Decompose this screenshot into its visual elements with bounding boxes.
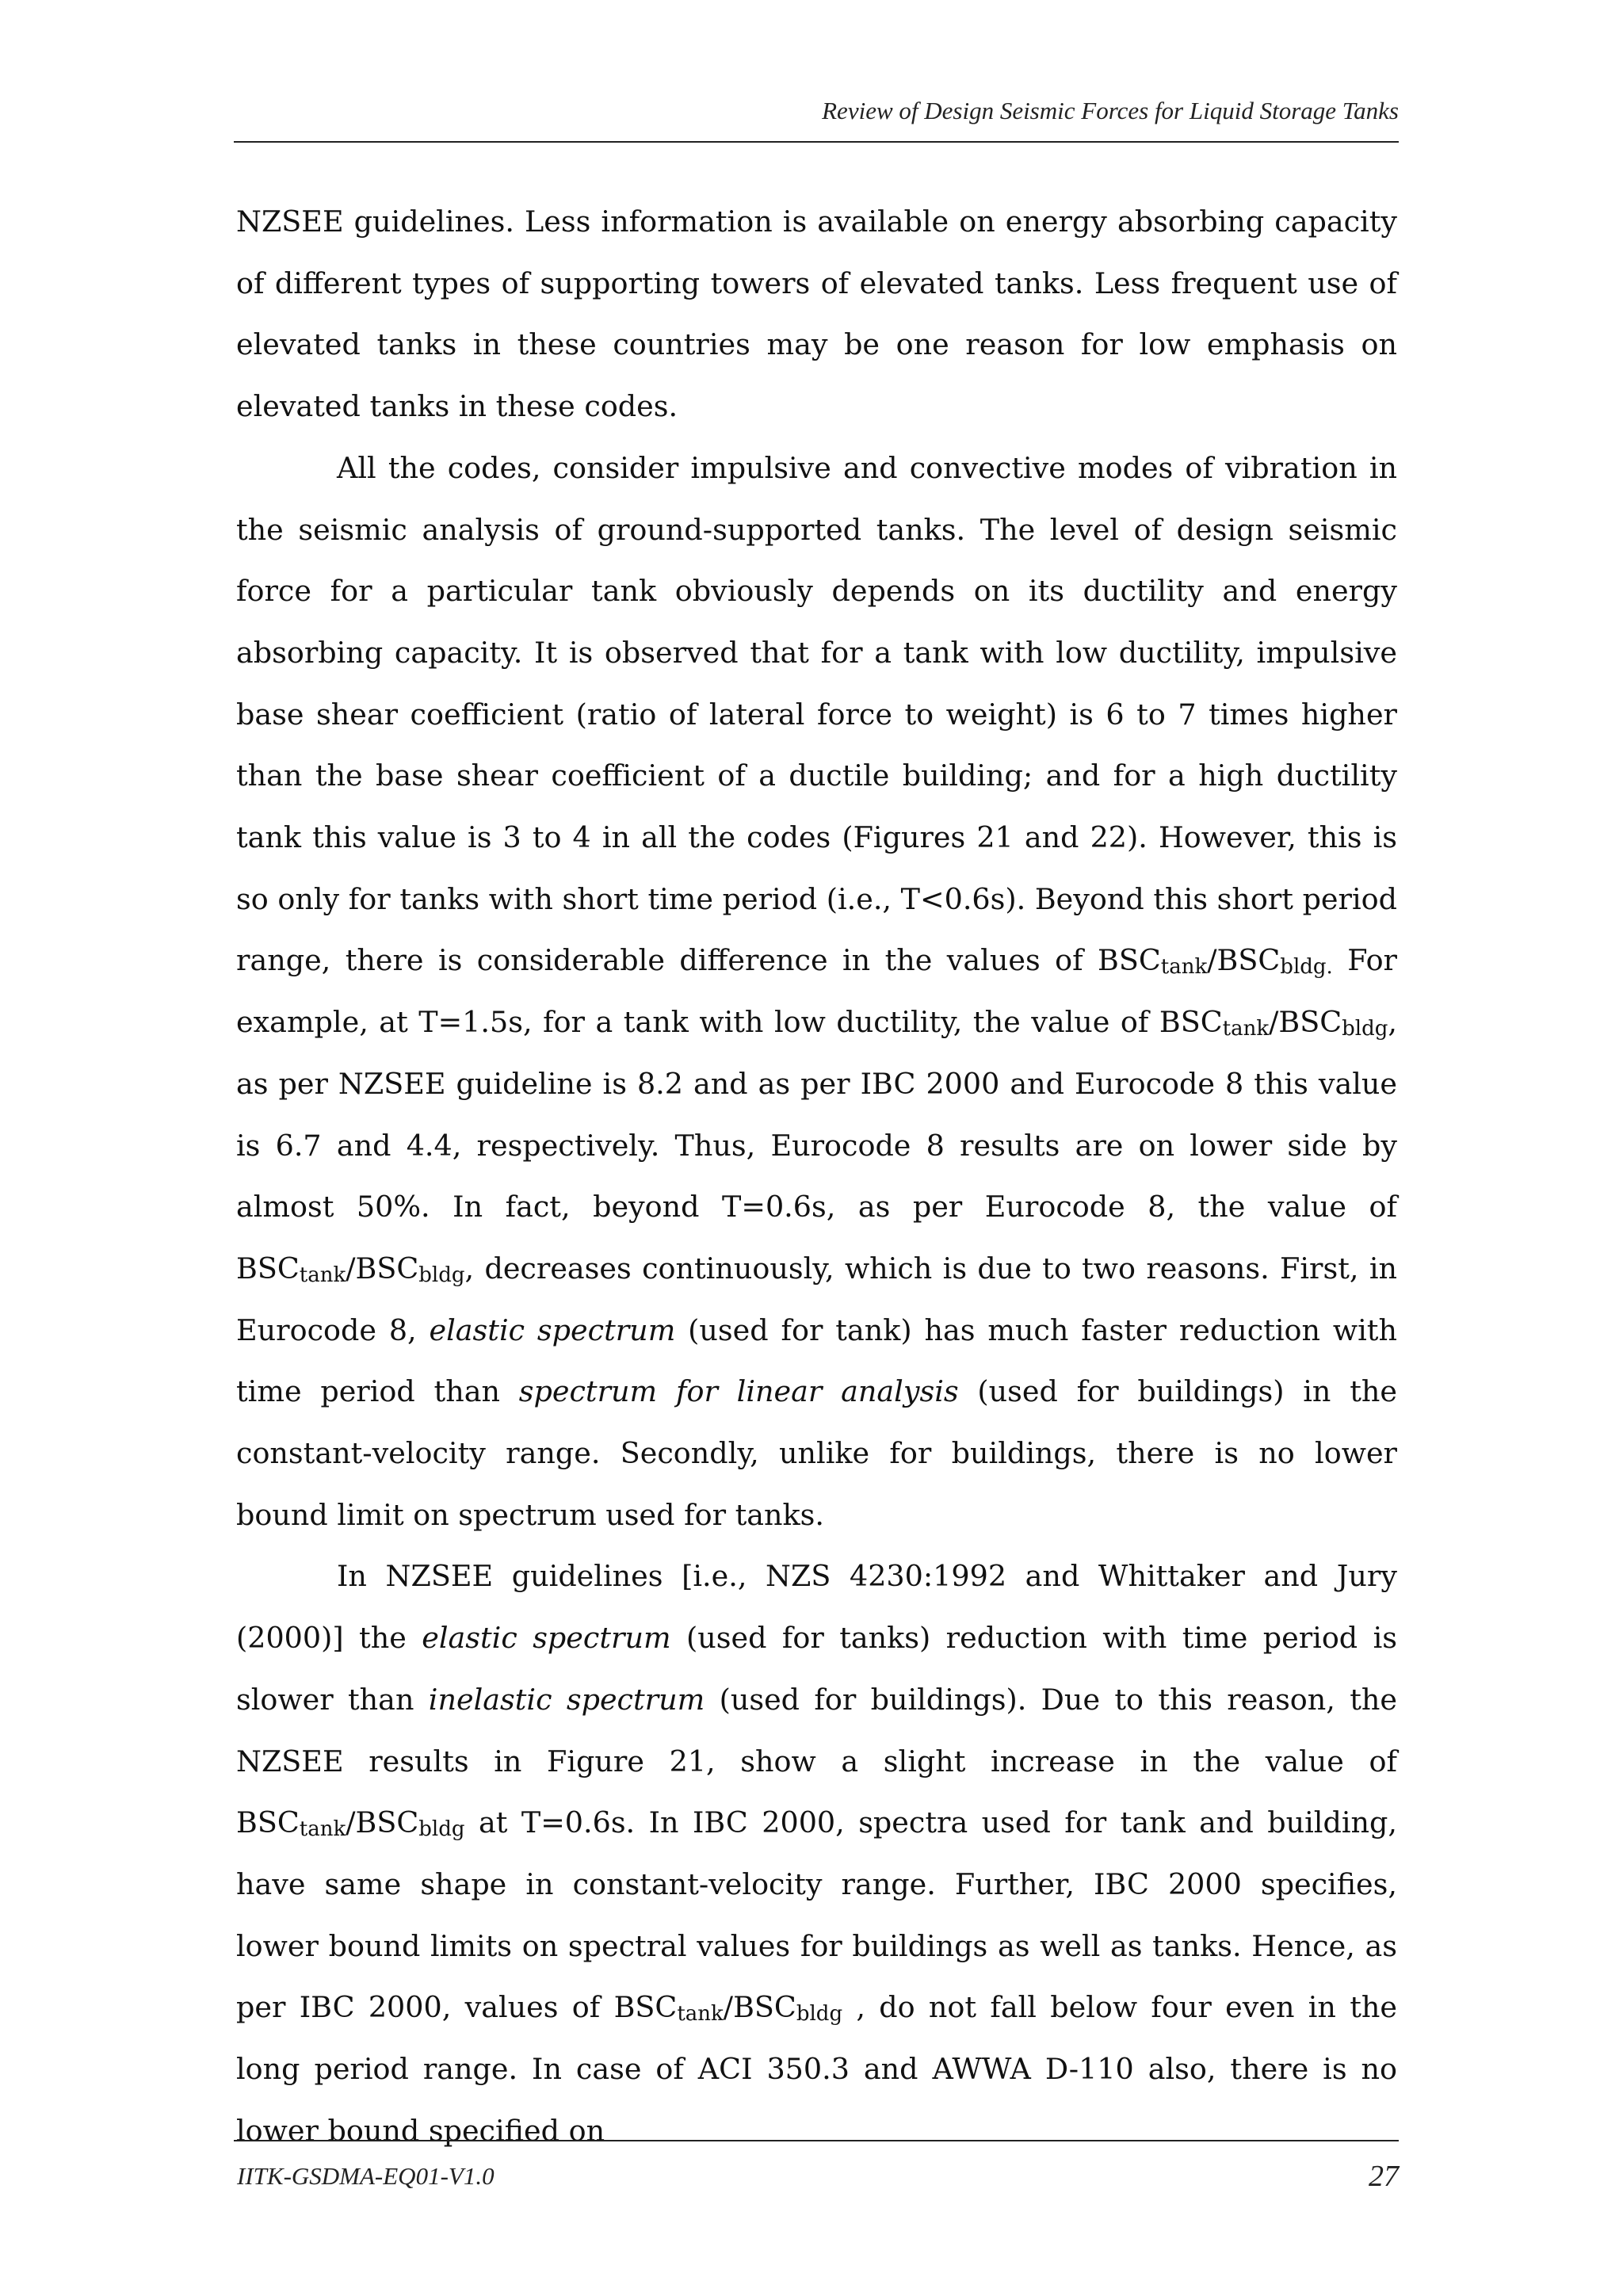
emphasis-linear-analysis-spectrum: spectrum for linear analysis <box>518 1374 959 1409</box>
emphasis-elastic-spectrum: elastic spectrum <box>429 1312 676 1347</box>
body-text <box>236 191 1397 2162</box>
paragraph-2: All the codes, consider impulsive and convective modes of vibration in the seismic analysis of ground-supported tanks. The level of design seismic force for a particular tank obviously depends on its ductility and energy absorbing capacity. It is observed that for a tank with low ductility, impulsive base shear coefficient (ratio of lateral force to weight) is 6 to 7 times higher than the base shear coefficient of a ductile building; and for a high ductility tank this value is 3 to 4 in all the codes (Figures 21 and 22). However, this is so only for tanks with short time period (i.e., T<0.6s). Beyond this short period range, there is considerable difference in the values of $BSC_{tank}/BSC_{bldg.}$ For example, at T=1.5s, for a tank with low ductility, the value of $BSC_{tank}/BSC_{bldg}$, as per NZSEE guideline is 8.2 and as per IBC 2000 and Eurocode 8 this value is 6.7 and 4.4, respectively. Thus, Eurocode 8 results are on lower side by almost 50%. In fact, beyond T=0.6s, as per Eurocode 8, the value of $BSC_{tank}/BSC_{bldg}$, decreases continuously, which is due to two reasons. First, in Eurocode 8, elastic spectrum (used for tank) has much faster reduction with time period than spectrum for linear analysis (used for buildings) in the constant-velocity range. Secondly, unlike for buildings, there is no lower bound limit on spectrum used for tanks. <box>236 450 1397 1532</box>
page-number: 27 <box>1369 2160 1399 2193</box>
paragraph-3: In NZSEE guidelines [i.e., NZS 4230:1992 and Whittaker and Jury (2000)] the elastic spectrum (used for tanks) reduction with time period is slower than inelastic spectrum (used for buildings). Due to this reason, the NZSEE results in Figure 21, show a slight increase in the value of $BSC_{tank}/BSC_{bldg}$ at T=0.6s. In IBC 2000, spectra used for tank and building, have same shape in constant-velocity range. Further, IBC 2000 specifies, lower bound limits on spectral values for buildings as well as tanks. Hence, as per IBC 2000, values of $BSC_{tank}/BSC_{bldg}$ , do not fall below four even in the long period range. In case of ACI 350.3 and AWWA D-110 also, there is no lower bound specified on <box>236 1559 1397 2148</box>
emphasis-inelastic-spectrum: inelastic spectrum <box>428 1682 705 1717</box>
paragraph-1: NZSEE guidelines. Less information is available on energy absorbing capacity of different types of supporting towers of elevated tanks. Less frequent use of elevated tanks in these countries may be one reason for low emphasis on elevated tanks in these codes. <box>236 204 1397 424</box>
page-header <box>234 94 1399 143</box>
page-footer <box>234 2140 1399 2205</box>
document-id: IITK-GSDMA-EQ01-V1.0 <box>237 2162 495 2190</box>
emphasis-elastic-spectrum: elastic spectrum <box>422 1621 671 1656</box>
running-header-title: Review of Design Seismic Forces for Liquid Storage Tanks <box>822 97 1399 124</box>
